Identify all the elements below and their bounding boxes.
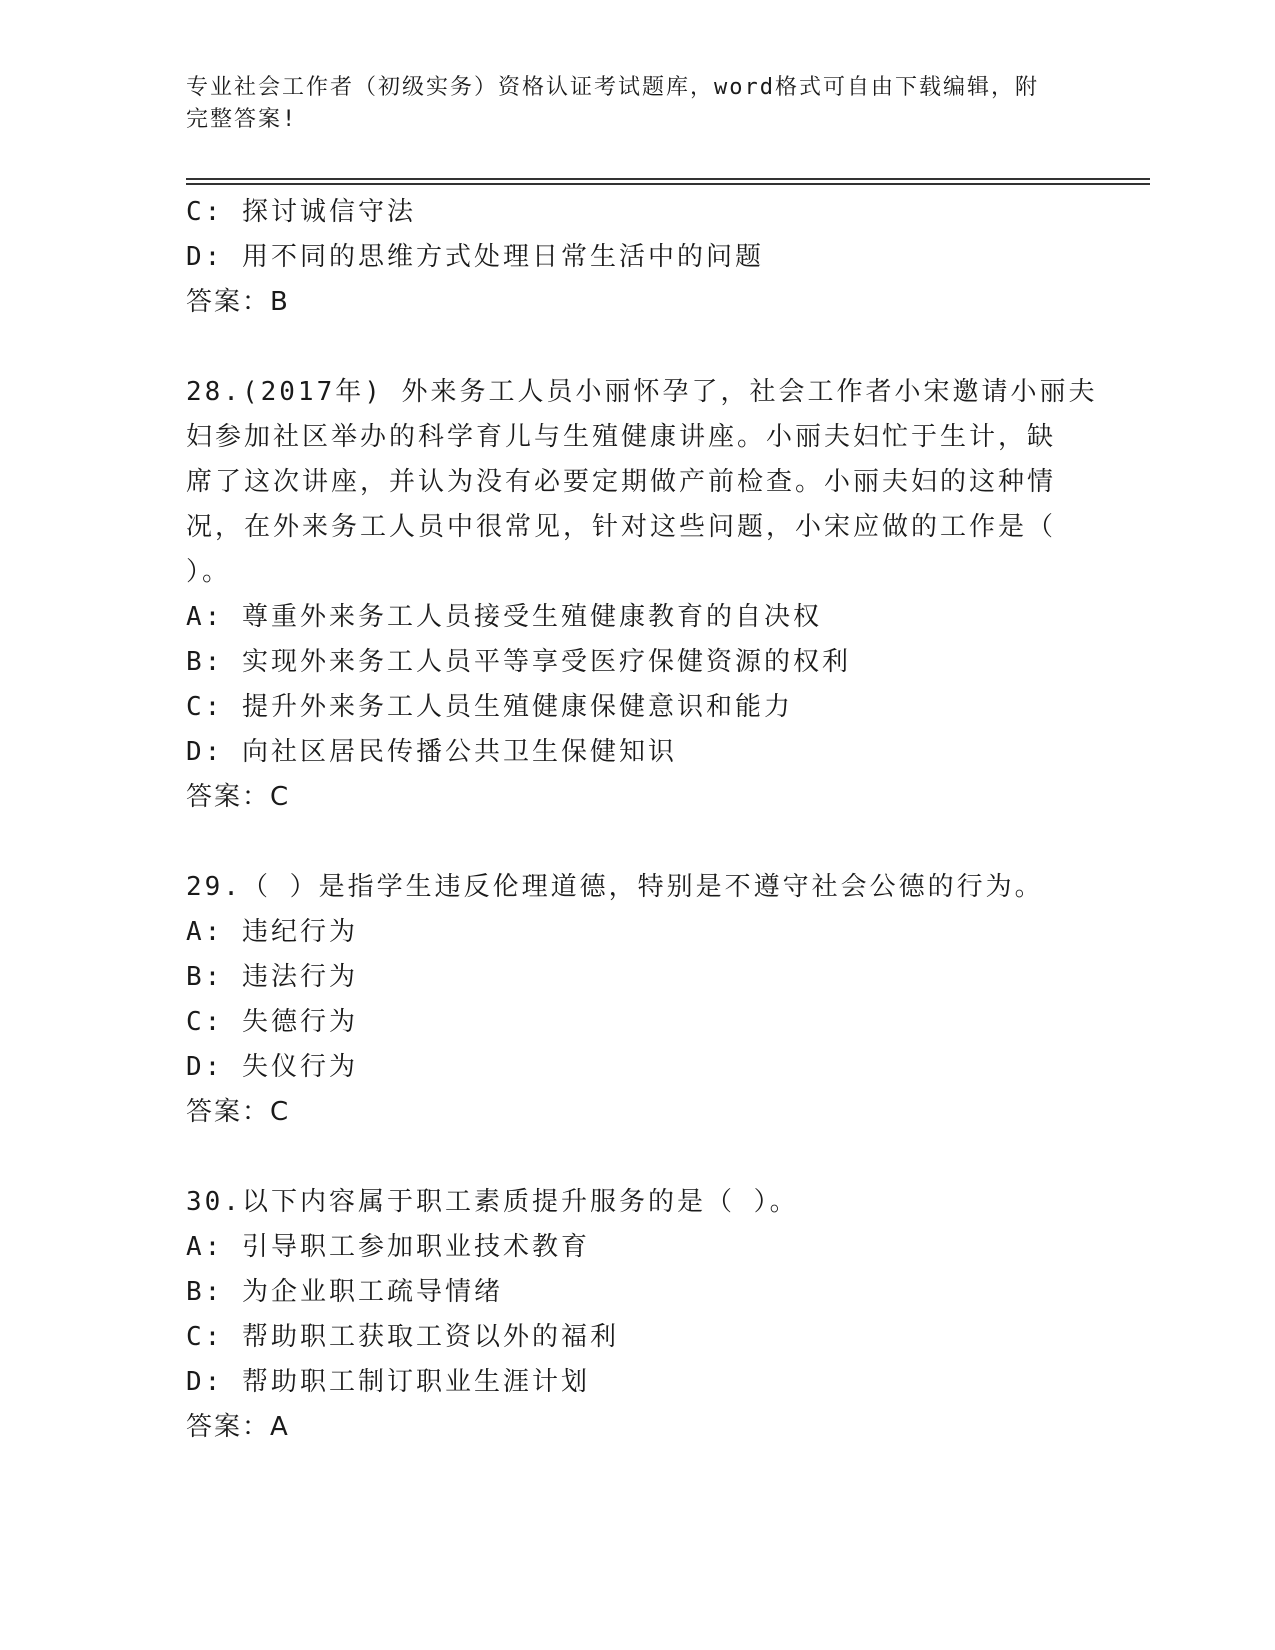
question-stem-line: 妇参加社区举办的科学育儿与生殖健康讲座。小丽夫妇忙于生计，缺 xyxy=(186,422,1057,452)
question-28 xyxy=(186,370,1098,820)
option-d: D: 失仪行为 xyxy=(186,1052,358,1082)
option-a: A: 引导职工参加职业技术教育 xyxy=(186,1232,590,1262)
option-b: B: 为企业职工疏导情绪 xyxy=(186,1277,503,1307)
option-d: D: 帮助职工制订职业生涯计划 xyxy=(186,1367,590,1397)
question-stem-line: 28.(2017年) 外来务工人员小丽怀孕了，社会工作者小宋邀请小丽夫 xyxy=(186,377,1098,407)
answer-line: 答案：A xyxy=(186,1412,290,1442)
option-b: B: 违法行为 xyxy=(186,962,358,992)
spacer xyxy=(186,820,1086,865)
question-stem-line: 席了这次讲座，并认为没有必要定期做产前检查。小丽夫妇的这种情 xyxy=(186,467,1057,497)
header-divider-top xyxy=(186,178,1150,180)
option-b: B: 实现外来务工人员平等享受医疗保健资源的权利 xyxy=(186,647,851,677)
answer-line: 答案：C xyxy=(186,782,291,812)
question-27-tail xyxy=(186,190,1086,325)
option-a: A: 尊重外来务工人员接受生殖健康教育的自决权 xyxy=(186,602,822,632)
option-c: C: 探讨诚信守法 xyxy=(186,197,416,227)
document-header xyxy=(186,72,1066,136)
answer-line: 答案：C xyxy=(186,1097,291,1127)
header-divider-bottom xyxy=(186,183,1150,185)
option-c: C: 失德行为 xyxy=(186,1007,358,1037)
header-line-1: 专业社会工作者（初级实务）资格认证考试题库，word格式可自由下载编辑，附 xyxy=(186,75,1039,100)
option-c: C: 帮助职工获取工资以外的福利 xyxy=(186,1322,619,1352)
question-stem-line: 况，在外来务工人员中很常见，针对这些问题，小宋应做的工作是（ xyxy=(186,512,1057,542)
question-stem-line: ）。 xyxy=(186,557,232,587)
document-body xyxy=(186,190,1098,1450)
option-a: A: 违纪行为 xyxy=(186,917,358,947)
question-stem: 29.（ ）是指学生违反伦理道德，特别是不遵守社会公德的行为。 xyxy=(186,872,1044,902)
question-30 xyxy=(186,1180,1086,1450)
option-c: C: 提升外来务工人员生殖健康保健意识和能力 xyxy=(186,692,793,722)
answer-line: 答案：B xyxy=(186,287,290,317)
option-d: D: 用不同的思维方式处理日常生活中的问题 xyxy=(186,242,764,272)
option-d: D: 向社区居民传播公共卫生保健知识 xyxy=(186,737,677,767)
spacer xyxy=(186,325,1086,370)
spacer xyxy=(186,1135,1086,1180)
question-stem: 30.以下内容属于职工素质提升服务的是（ ）。 xyxy=(186,1187,799,1217)
question-29 xyxy=(186,865,1086,1135)
header-line-2: 完整答案! xyxy=(186,107,298,132)
